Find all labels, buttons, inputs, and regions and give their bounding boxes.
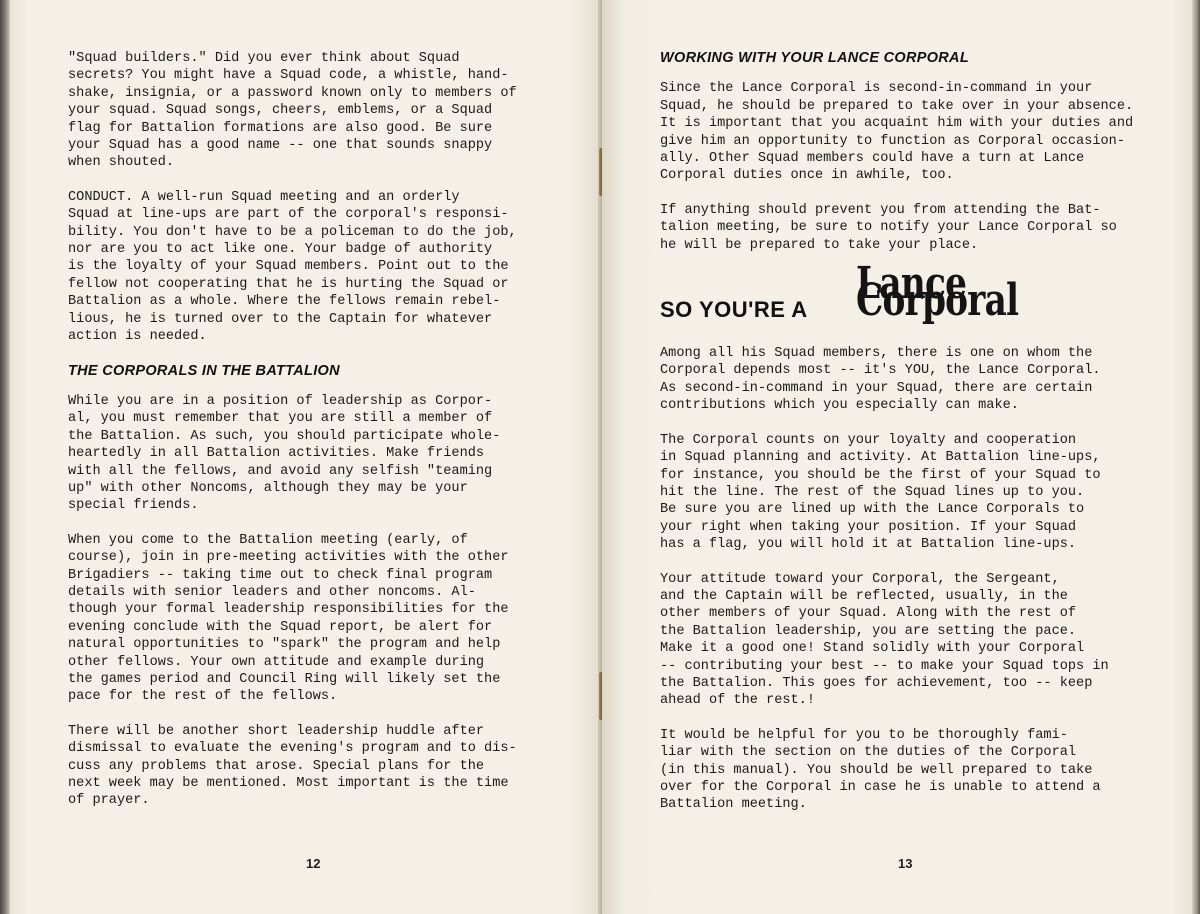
left-page <box>10 0 602 914</box>
right-paragraph-second-in-command: Since the Lance Corporal is second-in-command in your Squad, he should be prepared to take over in your absence. It is important that you acquaint him with your duties and give him an opportunity to function as Corporal occasion- ally. Other Squad members could have a turn at Lance Corporal duties once in awhile, too. <box>660 81 1134 184</box>
left-paragraph-conduct: CONDUCT. A well-run Squad meeting and an orderly Squad at line-ups are part of the corporal's responsi- bility. You don't have to be a policeman to do the job, nor are you to act like one. Your badge of authority is the loyalty of your Squad members. Point out to the fellow not cooperating that he is hurting the Squad or Battalion as a whole. Where the fellows remain rebel- lious, he is turned over to the Captain for whatever action is needed. <box>68 189 517 345</box>
left-page-text-column <box>68 50 568 827</box>
left-paragraph-squad-builders: "Squad builders." Did you ever think about Squad secrets? You might have a Squad code, a whistle, hand- shake, insignia, or a password known only to members of your squad. Squad songs, cheers, emblems, or a Squad flag for Battalion formations are also good. Be sure your Squad has a good name -- one that sounds snappy when shouted. <box>68 51 517 171</box>
right-page <box>602 0 1192 914</box>
left-section-heading: THE CORPORALS IN THE BATTALION <box>68 362 340 379</box>
left-paragraph-battalion-meeting: When you come to the Battalion meeting (early, of course), join in pre-meeting activities with the other Brigadiers -- taking time out to check final program details with senior leaders and other noncoms. Al- though your formal leadership responsibilities for the evening conclude with the Squad report, be alert for natural opportunities to "spark" the program and help other fellows. Your own attitude and example during the games period and Council Ring will likely set the pace for the rest of the fellows. <box>68 532 509 705</box>
right-page-text-column <box>660 50 1170 831</box>
page-number-left: 12 <box>306 856 321 871</box>
right-paragraph-among-members: Among all his Squad members, there is one on whom the Corporal depends most -- it's YOU, the Lance Corporal. As second-in-command in your Squad, there are certain contributions which you especially can make. <box>660 346 1101 414</box>
right-page-edge <box>1192 0 1200 914</box>
right-paragraph-attitude: Your attitude toward your Corporal, the Sergeant, and the Captain will be reflected, usually, in the other members of your Squad. Along with the rest of the Battalion leadership, you are setting the pace. Make it a good one! Stand solidly with your Corporal -- contributing your best -- to make your Squad tops in the Battalion. This goes for achievement, too -- keep ahead of the rest.! <box>660 571 1109 709</box>
left-paragraph-leadership: While you are in a position of leadership as Corpor- al, you must remember that you are still a member of the Battalion. As such, you should participate whole- heartedly in all Battalion activities. Make friends with all the fellows, and avoid any selfish "teaming up" with other Noncoms, although they may be your special friends. <box>68 393 501 514</box>
right-paragraph-familiar: It would be helpful for you to be thoroughly fami- liar with the section on the duties of the Corporal (in this manual). You should be well prepared to take over for the Corporal in case he is unable to attend a Battalion meeting. <box>660 727 1101 813</box>
right-paragraph-notify: If anything should prevent you from attending the Bat- talion meeting, be sure to notify your Lance Corporal so he will be prepared to take your place. <box>660 202 1117 253</box>
banner-title: Lance Corporal <box>856 258 1019 327</box>
left-page-edge <box>0 0 10 914</box>
right-paragraph-loyalty: The Corporal counts on your loyalty and cooperation in Squad planning and activity. At Battalion line-ups, for instance, you should be the first of your Squad to hit the line. The rest of the Squad lines up to you. Be sure you are lined up with the Lance Corporals to your right when taking your position. If your Squad has a flag, you will hold it at Battalion line-ups. <box>660 432 1101 553</box>
banner-prefix: SO YOU'RE A <box>660 297 808 323</box>
left-paragraph-huddle: There will be another short leadership huddle after dismissal to evaluate the evening's program and to dis- cuss any problems that arose. Special plans for the next week may be mentioned. Most important is the time of prayer. <box>68 723 517 809</box>
right-section-heading: WORKING WITH YOUR LANCE CORPORAL <box>660 50 969 66</box>
lance-corporal-banner <box>660 258 1170 337</box>
page-number-right: 13 <box>898 856 913 871</box>
